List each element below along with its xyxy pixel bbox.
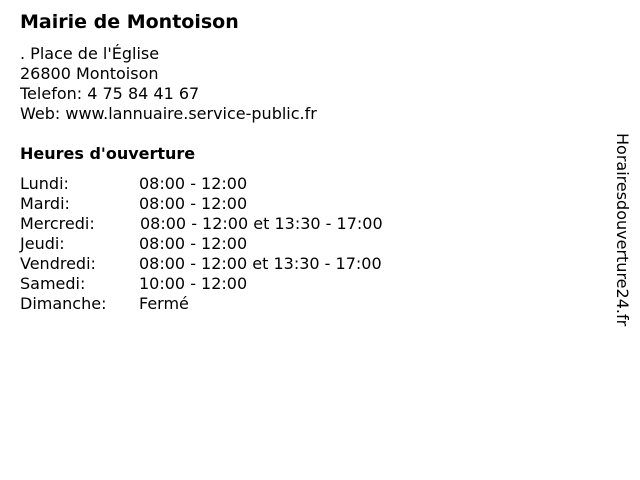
opening-hours-heading: Heures d'ouverture: [20, 144, 196, 163]
time-value: 10:00 - 12:00: [139, 274, 248, 293]
time-value: Fermé: [139, 294, 189, 313]
day-label: Jeudi:: [20, 234, 65, 253]
phone-number: Telefon: 4 75 84 41 67: [20, 84, 200, 103]
day-label: Mardi:: [20, 194, 70, 213]
day-label: Dimanche:: [20, 294, 107, 313]
watermark-text: Horairesdouverture24.fr: [613, 133, 632, 327]
street-address: . Place de l'Église: [20, 44, 160, 63]
site-watermark: [612, 133, 632, 345]
time-value: 08:00 - 12:00: [139, 194, 248, 213]
website: Web: www.lannuaire.service-public.fr: [20, 104, 317, 123]
time-value: 08:00 - 12:00: [139, 174, 248, 193]
address-block: [20, 44, 317, 124]
time-value: 08:00 - 12:00 et 13:30 - 17:00: [139, 254, 382, 273]
day-label: Mercredi:: [20, 214, 95, 233]
postal-city: 26800 Montoison: [20, 64, 159, 83]
time-value: 08:00 - 12:00 et 13:30 - 17:00: [140, 214, 383, 233]
day-label: Samedi:: [20, 274, 86, 293]
time-value: 08:00 - 12:00: [139, 234, 248, 253]
day-label: Lundi:: [20, 174, 69, 193]
day-label: Vendredi:: [20, 254, 96, 273]
page-title: Mairie de Montoison: [20, 11, 239, 33]
